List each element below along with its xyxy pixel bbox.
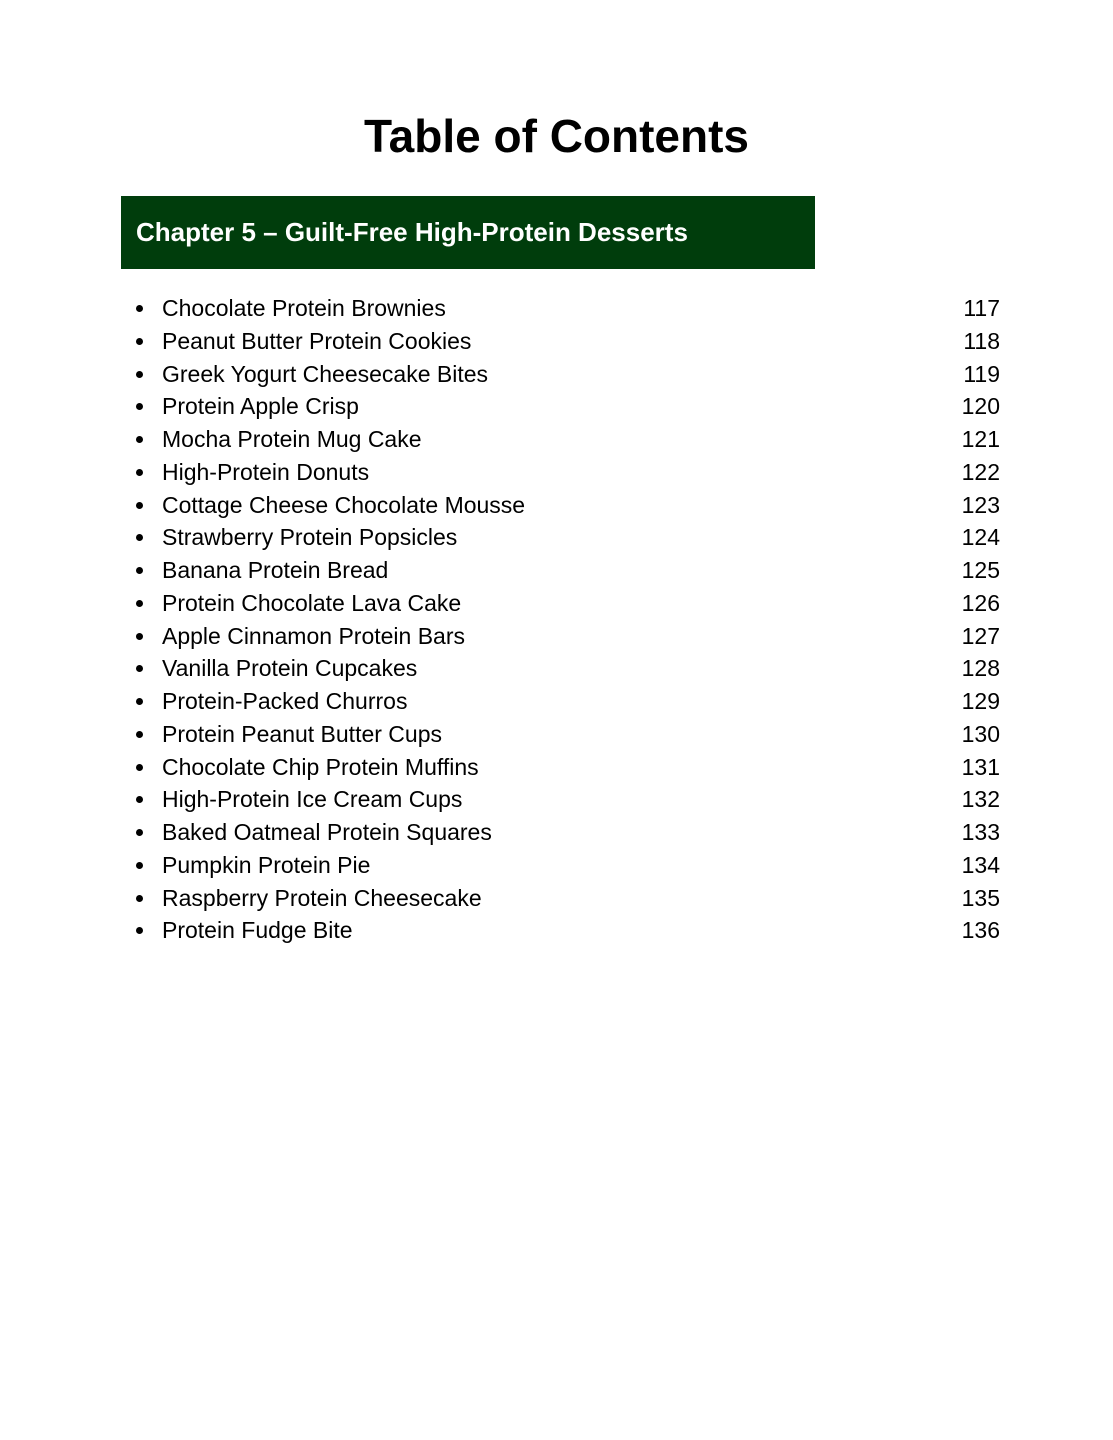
bullet-icon	[136, 534, 143, 541]
toc-entry-page: 127	[961, 622, 1000, 649]
toc-entry-page: 119	[963, 360, 1000, 387]
toc-entry-page: 128	[961, 655, 1000, 682]
toc-entry-title: Strawberry Protein Popsicles	[162, 524, 458, 551]
toc-entry[interactable]	[133, 292, 1000, 325]
toc-entry-page: 117	[963, 295, 1000, 321]
toc-entry[interactable]	[133, 718, 1000, 751]
toc-entry-page: 121	[961, 426, 1000, 452]
toc-entry-title: Protein Chocolate Lava Cake	[162, 589, 462, 616]
toc-entry-page: 129	[961, 688, 1000, 714]
toc-entry[interactable]	[133, 587, 1000, 620]
bullet-icon	[136, 927, 143, 934]
toc-entry-page: 124	[961, 524, 1000, 551]
toc-entry[interactable]	[133, 849, 1000, 882]
bullet-icon	[136, 829, 143, 836]
bullet-icon	[136, 600, 143, 607]
toc-entry-title: Baked Oatmeal Protein Squares	[162, 819, 492, 845]
toc-entry[interactable]	[133, 521, 1000, 554]
bullet-icon	[136, 469, 143, 476]
toc-entry-title: High-Protein Ice Cream Cups	[162, 786, 463, 813]
page-title: Table of Contents	[363, 110, 750, 162]
toc-entry-title: Apple Cinnamon Protein Bars	[162, 622, 465, 649]
toc-entry-page: 126	[961, 589, 1000, 616]
toc-entry-page: 125	[961, 557, 1000, 583]
toc-entry-page: 130	[961, 720, 1000, 747]
toc-list	[133, 292, 1000, 947]
toc-entry[interactable]	[133, 554, 1000, 587]
bullet-icon	[136, 731, 143, 738]
toc-entry-page: 118	[963, 327, 1000, 354]
toc-entry-page: 133	[961, 819, 1000, 845]
toc-entry-page: 134	[961, 851, 1000, 878]
toc-entry-page: 120	[961, 393, 1000, 420]
toc-entry[interactable]	[133, 882, 1000, 915]
toc-entry[interactable]	[133, 423, 1000, 456]
toc-entry[interactable]	[133, 783, 1000, 816]
toc-entry-page: 122	[961, 458, 1000, 485]
toc-entry[interactable]	[133, 489, 1000, 522]
bullet-icon	[136, 665, 143, 672]
toc-entry[interactable]	[133, 325, 1000, 358]
bullet-icon	[136, 305, 143, 312]
toc-entry-title: Protein Fudge Bite	[162, 917, 353, 944]
toc-entry[interactable]	[133, 620, 1000, 653]
toc-entry-title: Peanut Butter Protein Cookies	[162, 327, 472, 354]
bullet-icon	[136, 502, 143, 509]
toc-entry-title: Chocolate Protein Brownies	[162, 295, 446, 321]
toc-entry-page: 131	[961, 753, 1000, 780]
toc-entry-page: 136	[961, 917, 1000, 944]
toc-entry-page: 123	[961, 491, 1000, 518]
toc-entry-title: Raspberry Protein Cheesecake	[162, 884, 482, 911]
bullet-icon	[136, 436, 143, 443]
toc-entry[interactable]	[133, 390, 1000, 423]
toc-entry-title: Chocolate Chip Protein Muffins	[162, 753, 479, 780]
toc-entry-page: 132	[961, 786, 1000, 813]
toc-entry-title: Protein-Packed Churros	[162, 688, 408, 714]
toc-entry[interactable]	[133, 751, 1000, 784]
bullet-icon	[136, 371, 143, 378]
toc-entry-title: Pumpkin Protein Pie	[162, 851, 371, 878]
toc-entry-title: Mocha Protein Mug Cake	[162, 426, 422, 452]
bullet-icon	[136, 567, 143, 574]
toc-entry[interactable]	[133, 816, 1000, 849]
bullet-icon	[136, 338, 143, 345]
toc-entry[interactable]	[133, 685, 1000, 718]
bullet-icon	[136, 862, 143, 869]
chapter-title: Chapter 5 – Guilt-Free High-Protein Desserts	[136, 216, 688, 247]
chapter-banner	[121, 196, 815, 269]
toc-entry-title: Cottage Cheese Chocolate Mousse	[162, 491, 526, 518]
bullet-icon	[136, 796, 143, 803]
toc-entry[interactable]	[133, 456, 1000, 489]
bullet-icon	[136, 764, 143, 771]
bullet-icon	[136, 698, 143, 705]
toc-entry-title: Protein Peanut Butter Cups	[162, 720, 442, 747]
bullet-icon	[136, 895, 143, 902]
toc-entry[interactable]	[133, 914, 1000, 947]
bullet-icon	[136, 403, 143, 410]
toc-entry[interactable]	[133, 652, 1000, 685]
toc-entry-title: Vanilla Protein Cupcakes	[162, 655, 418, 682]
bullet-icon	[136, 633, 143, 640]
toc-entry-title: High-Protein Donuts	[162, 458, 370, 485]
toc-entry[interactable]	[133, 358, 1000, 391]
toc-entry-title: Protein Apple Crisp	[162, 393, 359, 420]
toc-entry-page: 135	[961, 884, 1000, 911]
toc-entry-title: Greek Yogurt Cheesecake Bites	[162, 360, 489, 387]
toc-entry-title: Banana Protein Bread	[162, 557, 389, 583]
